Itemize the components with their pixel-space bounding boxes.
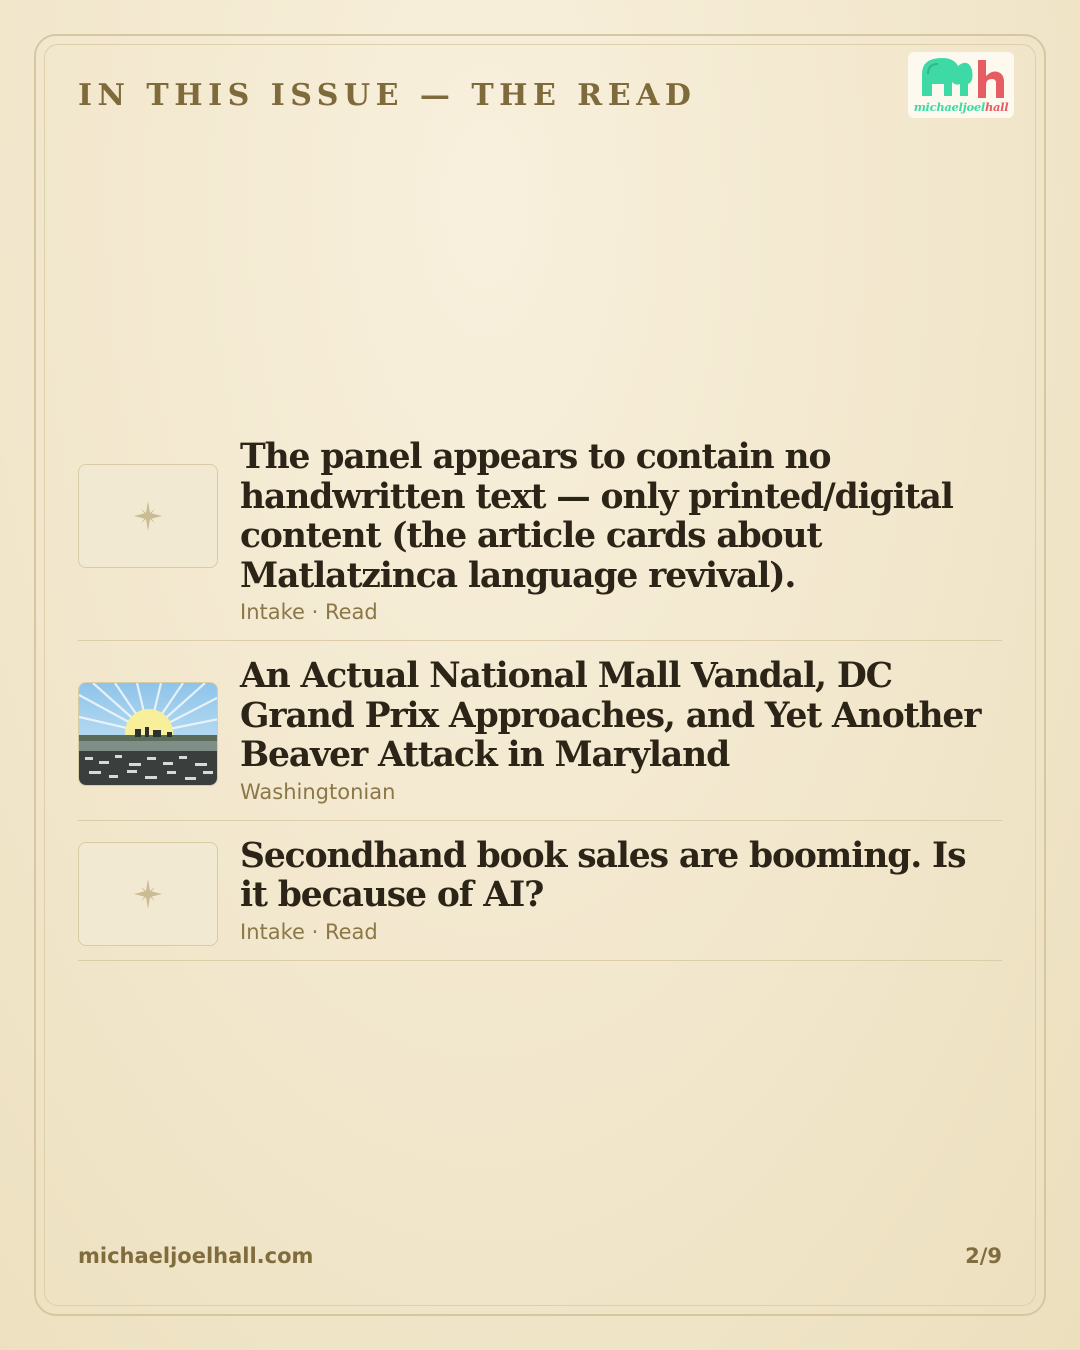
article-list bbox=[78, 424, 1002, 961]
brand-logo[interactable] bbox=[908, 52, 1014, 118]
list-item[interactable] bbox=[78, 424, 1002, 641]
article-title[interactable]: Secondhand book sales are booming. Is it because of AI? bbox=[240, 835, 966, 915]
article-source: Washingtonian bbox=[240, 779, 396, 804]
article-thumbnail bbox=[78, 842, 218, 946]
page-title: IN THIS ISSUE — THE READ bbox=[78, 78, 697, 113]
page-indicator: 2/9 bbox=[965, 1244, 1002, 1268]
article-title[interactable]: An Actual National Mall Vandal, DC Grand Prix Approaches, and Yet Another Beaver Attack in Maryland bbox=[240, 656, 981, 775]
article-title[interactable]: The panel appears to contain no handwritten text — only printed/digital content (the article cards about Matlatzinca language revival). bbox=[240, 437, 953, 596]
star-icon bbox=[132, 878, 164, 910]
article-source: Intake · Read bbox=[240, 600, 378, 624]
article-thumbnail bbox=[78, 464, 218, 568]
star-icon bbox=[132, 500, 164, 532]
city-skyline-image bbox=[79, 683, 218, 786]
site-url-link[interactable]: michaeljoelhall.com bbox=[78, 1244, 314, 1268]
elephant-logo-icon bbox=[908, 52, 1014, 102]
list-item[interactable] bbox=[78, 641, 1002, 821]
article-source: Intake · Read bbox=[240, 919, 378, 944]
logo-wordmark: michaeljoelhall bbox=[913, 100, 1009, 114]
list-item[interactable] bbox=[78, 821, 1002, 961]
article-thumbnail bbox=[78, 682, 218, 786]
